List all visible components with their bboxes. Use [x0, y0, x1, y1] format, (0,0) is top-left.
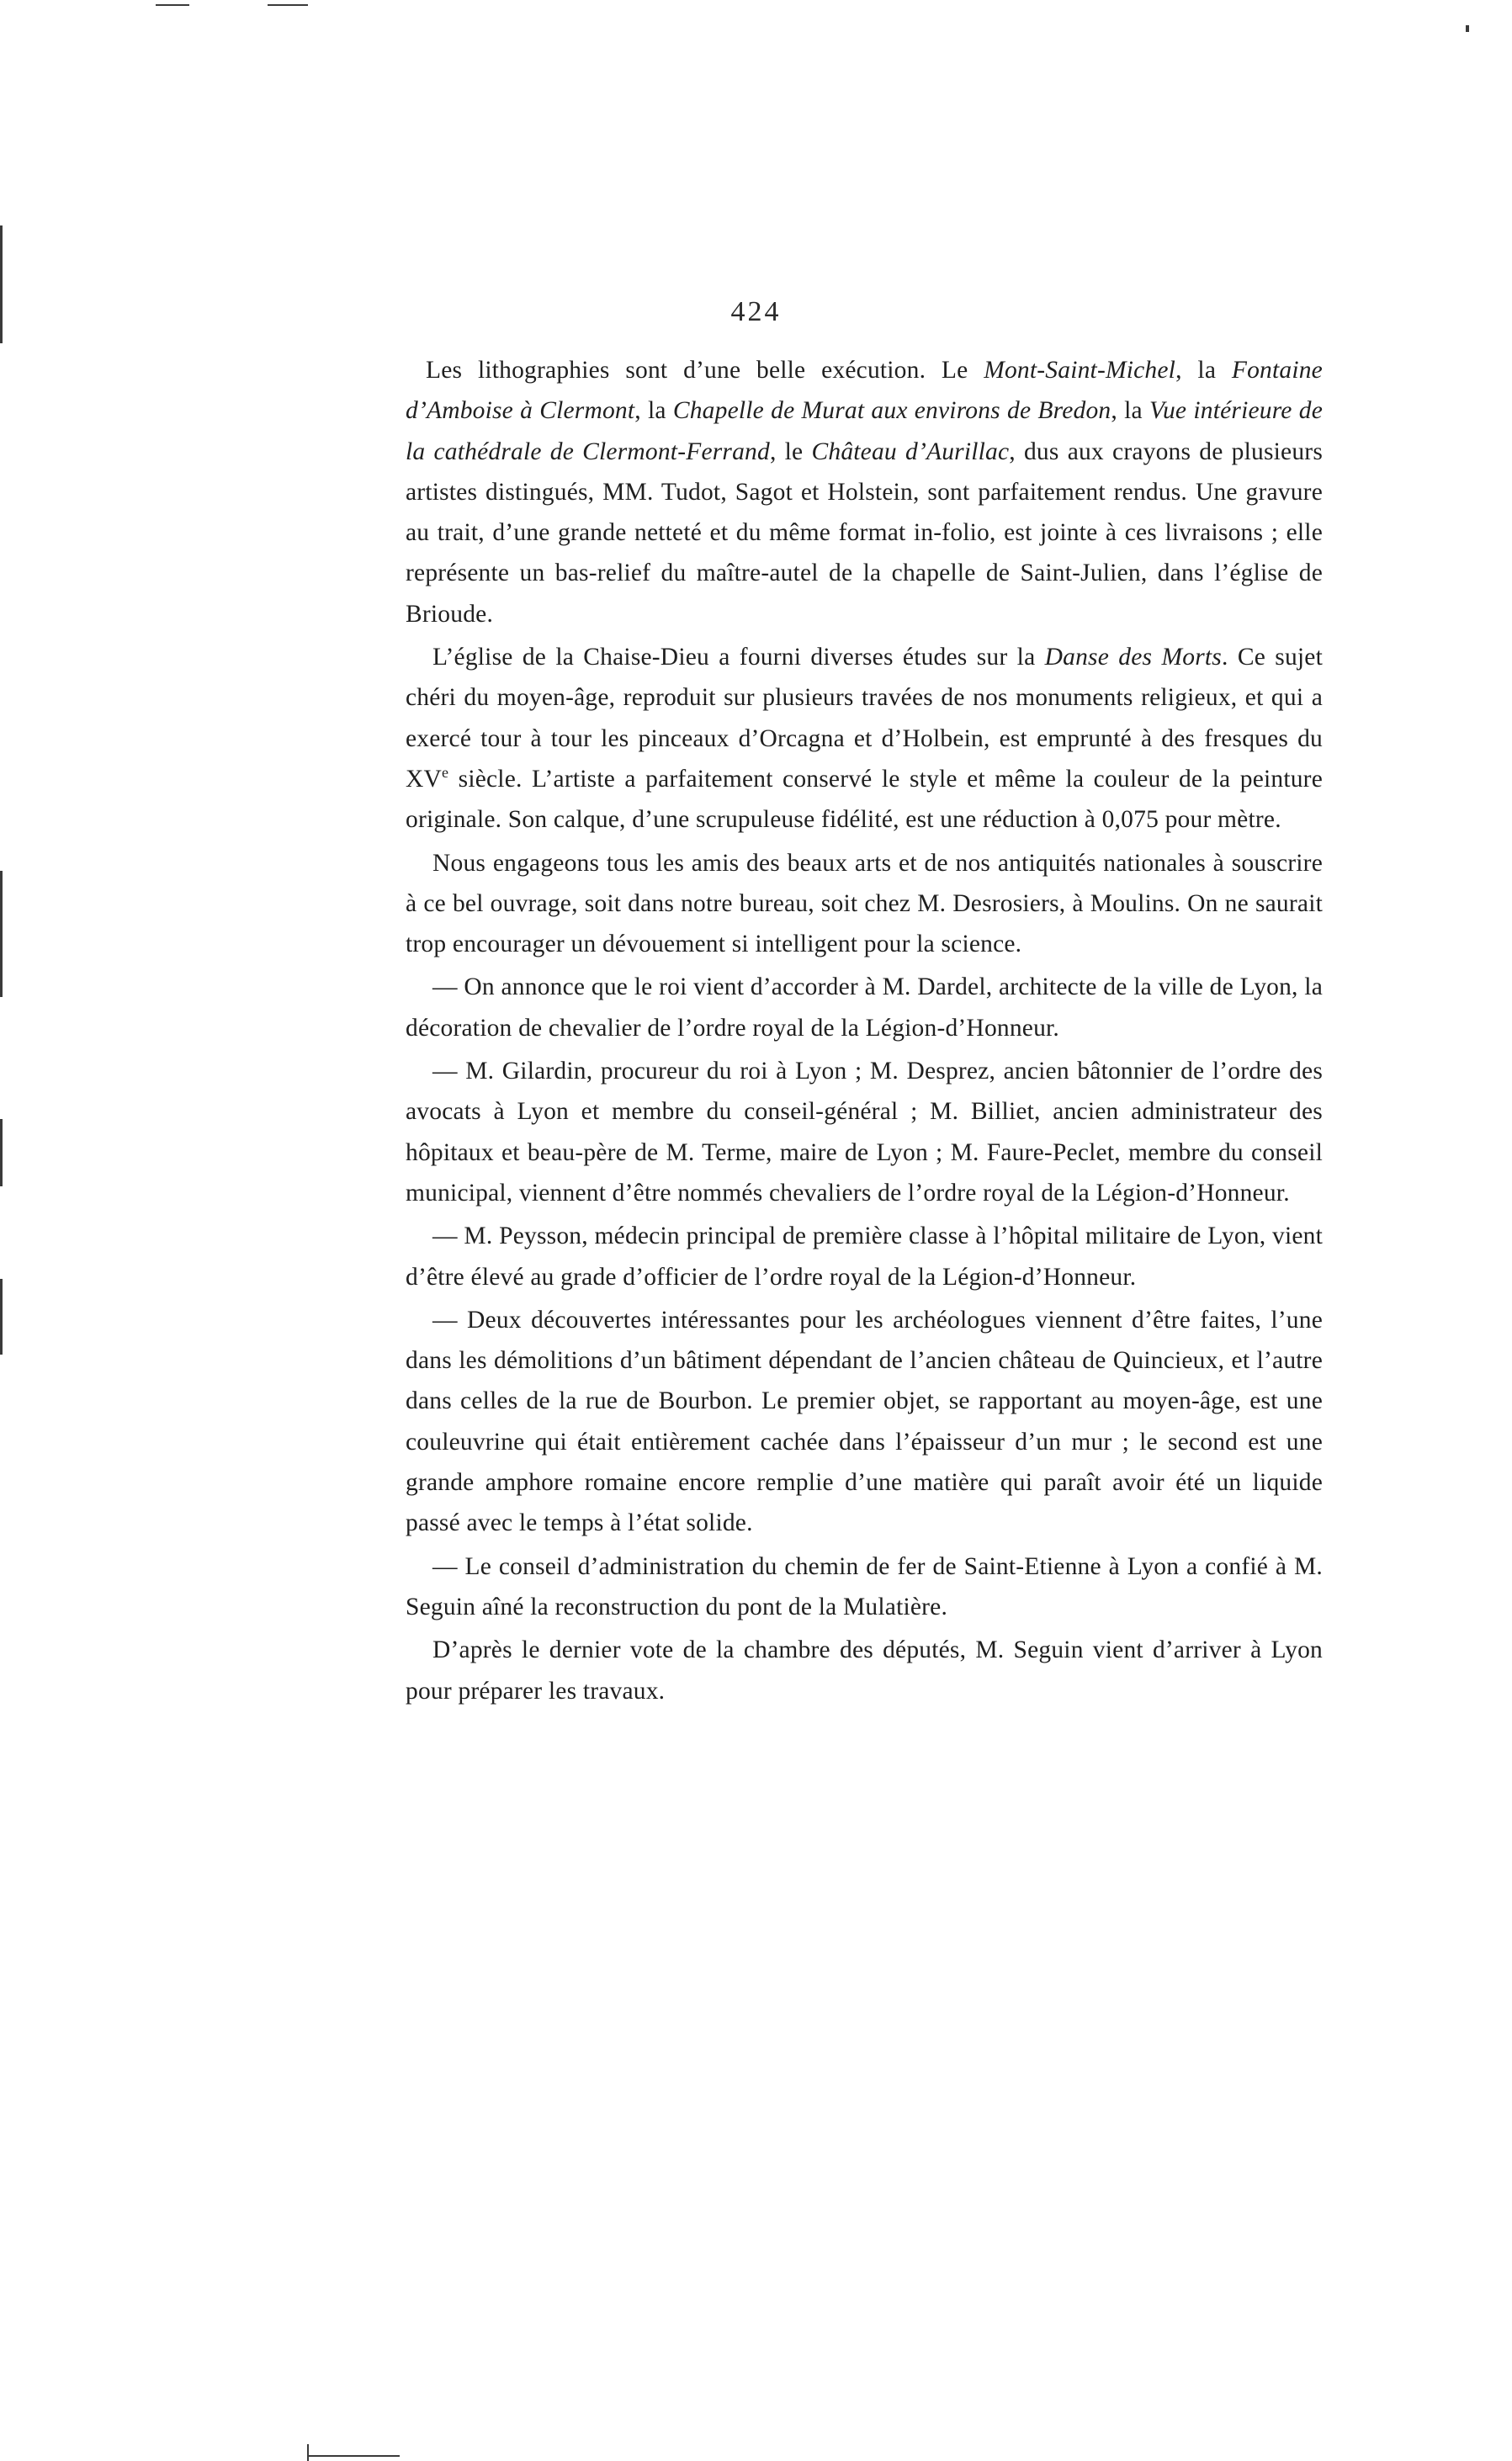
paragraph	[406, 1300, 1323, 1544]
text-run: — M. Peysson, médecin principal de première classe à l’hôpital militaire de Lyon, vient d’être élevé au grade d’officier de l’ordre royal de la Légion-d’Honneur.	[406, 1223, 1323, 1291]
superscript: e	[442, 764, 449, 782]
text-run: — Deux découvertes intéressantes pour les archéologues viennent d’être faites, l’une dans les démolitions d’un bâtiment dépendant de l’ancien château de Quincieux, et l’autre dans celles de la rue de Bourbon. Le premier objet, se rapportant au moyen-âge, est une couleuvrine qui était entièrement cachée dans l’épaisseur d’un mur ; le second est une grande amphore romaine encore remplie d’une matière qui paraît avoir été un liquide passé avec le temps à l’état solide.	[406, 1306, 1323, 1537]
text-run: — Le conseil d’administration du chemin de fer de Saint-Etienne à Lyon a confié à M. Seguin aîné la reconstruction du pont de la Mulatière.	[406, 1552, 1323, 1620]
paragraph	[406, 350, 1323, 634]
scan-edge-mark	[307, 2444, 309, 2461]
text-run: , la	[634, 397, 673, 425]
text-run: , le	[769, 438, 812, 465]
text-run: — M. Gilardin, procureur du roi à Lyon ; M. Desprez, ancien bâtonnier de l’ordre des avocats à Lyon et membre du conseil-général ; M. Billiet, ancien administrateur des hôpitaux et beau-père de M. Terme, maire de Lyon ; M. Faure-Peclet, membre du conseil municipal, viennent d’être nommés chevaliers de l’ordre royal de la Légion-d’Honneur.	[406, 1058, 1323, 1207]
scan-edge-mark	[0, 1119, 3, 1186]
italic-title: Vue intérieure de la cathédrale de Clermont-Ferrand	[406, 397, 1323, 465]
text-run: L’église de la Chaise-Dieu a fourni diverses études sur la	[432, 644, 1045, 671]
text-run: , la	[1175, 357, 1232, 384]
scan-edge-mark	[156, 4, 189, 6]
paragraph	[406, 637, 1323, 840]
italic-title: Chapelle de Murat aux environs de Bredon	[672, 397, 1111, 425]
text-run: siècle. L’artiste a parfaitement conservé le style et même la couleur de la peinture originale. Son calque, d’une scrupuleuse fidélité, est une réduction à 0,075 pour mètre.	[406, 765, 1323, 834]
body-text	[406, 350, 1323, 1714]
paragraph	[406, 1546, 1323, 1628]
text-run: D’après le dernier vote de la chambre des députés, M. Seguin vient d’arriver à Lyon pour préparer les travaux.	[406, 1636, 1323, 1705]
paragraph	[406, 843, 1323, 965]
italic-title: Château d’Aurillac	[811, 438, 1010, 465]
paragraph	[406, 1216, 1323, 1297]
scan-edge-mark	[1466, 25, 1469, 32]
scan-edge-mark	[0, 1279, 3, 1355]
page-number: 424	[730, 296, 782, 327]
italic-title: Danse des Morts	[1044, 644, 1222, 671]
paragraph	[406, 1051, 1323, 1213]
italic-title: Fontaine d’Amboise à Clermont	[406, 357, 1323, 425]
paragraph	[406, 967, 1323, 1048]
text-run: . Ce sujet chéri du moyen-âge, reproduit sur plusieurs travées de nos monuments religieux, et qui a exercé tour à tour les pinceaux d’Orcagna et d’Holbein, est emprunté à des fresques du XV	[406, 644, 1323, 793]
italic-title: Mont-Saint-Michel	[984, 357, 1176, 384]
text-run: Les lithographies sont d’une belle exécution. Le	[426, 357, 984, 384]
text-run: , la	[1111, 397, 1149, 425]
scan-edge-mark	[307, 2455, 400, 2457]
text-run: , dus aux crayons de plusieurs artistes distingués, MM. Tudot, Sagot et Holstein, sont parfaitement rendus. Une gravure au trait, d’une grande netteté et du même format in-folio, est jointe à ces livraisons ; elle représente un bas-relief du maître-autel de la chapelle de Saint-Julien, dans l’église de Brioude.	[406, 438, 1323, 628]
scan-edge-mark	[0, 871, 3, 997]
text-run: — On annonce que le roi vient d’accorder à M. Dardel, architecte de la ville de Lyon, la décoration de chevalier de l’ordre royal de la Légion-d’Honneur.	[406, 973, 1323, 1042]
paragraph	[406, 1630, 1323, 1711]
scan-edge-mark	[268, 4, 308, 6]
text-run: Nous engageons tous les amis des beaux arts et de nos antiquités nationales à souscrire à ce bel ouvrage, soit dans notre bureau, soit chez M. Desrosiers, à Moulins. On ne saurait trop encourager un dévouement si intelligent pour la science.	[406, 849, 1323, 958]
